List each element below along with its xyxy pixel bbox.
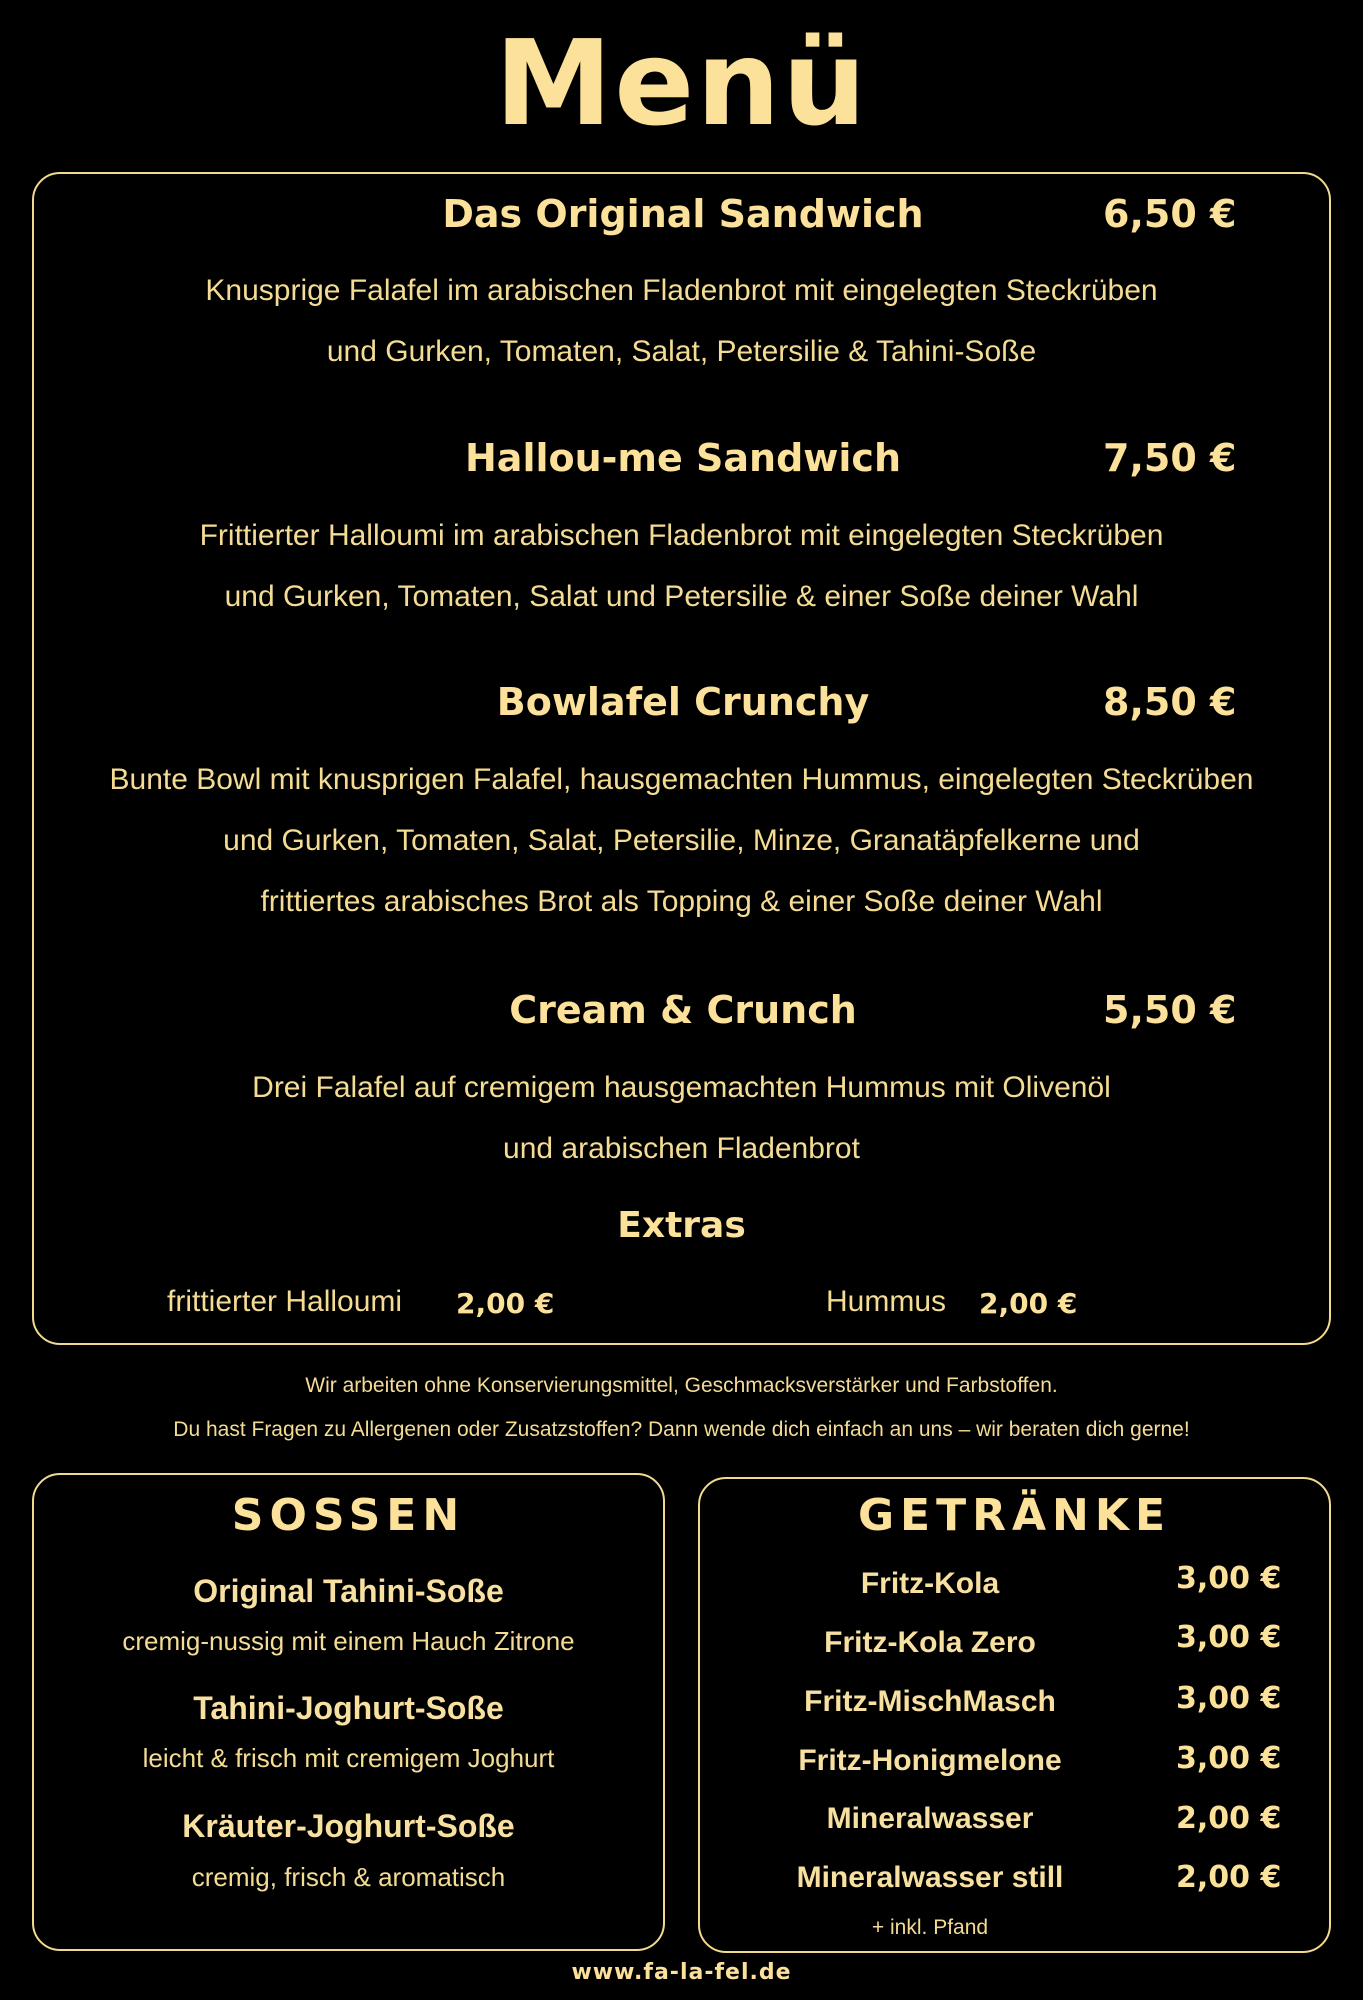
dish-price: 7,50 € [1103,436,1237,480]
sauce-description: leicht & frisch mit cremigem Joghurt [142,1743,555,1773]
sauce-name: Kräuter-Joghurt-Soße [182,1808,515,1844]
sauce-description: cremig, frisch & aromatisch [191,1862,506,1892]
dish-description [40,260,1323,382]
deposit-note: + inkl. Pfand [871,1916,989,1939]
website-link[interactable]: www.fa-la-fel.de [571,1960,792,1985]
drink-price: 2,00 € [1176,1801,1282,1836]
dish-price: 8,50 € [1103,680,1237,724]
dish-description [40,505,1323,627]
notice-text: Du hast Fragen zu Allergenen oder Zusatzstoffen? Dann wende dich einfach an uns – wir beraten dich gerne! [173,1418,1190,1441]
drink-price: 3,00 € [1176,1620,1282,1655]
dish-description-line: und Gurken, Tomaten, Salat, Petersilie & Tahini-Soße [326,335,1037,368]
drink-name: Mineralwasser still [796,1861,1064,1894]
extra-price: 2,00 € [979,1287,1078,1320]
dish-name: Das Original Sandwich [442,192,924,236]
extra-price: 2,00 € [456,1287,555,1320]
drink-name: Fritz-Honigmelone [798,1744,1062,1777]
drink-name: Fritz-Kola Zero [824,1626,1036,1659]
notice-text: Wir arbeiten ohne Konservierungsmittel, Geschmacksverstärker und Farbstoffen. [305,1374,1058,1397]
dish-price: 6,50 € [1103,192,1237,236]
sauces-title: SOSSEN [231,1490,466,1541]
extras-title: Extras [617,1205,746,1246]
dish-description-line: frittiertes arabisches Brot als Topping & einer Soße deiner Wahl [260,885,1103,918]
drink-name: Fritz-Kola [860,1567,1000,1600]
extra-label: frittierter Halloumi [167,1285,403,1318]
dish-description-line: Drei Falafel auf cremigem hausgemachten Hummus mit Olivenöl [252,1071,1111,1104]
drink-price: 3,00 € [1176,1741,1282,1776]
sauce-description: cremig-nussig mit einem Hauch Zitrone [122,1626,575,1656]
dish-description-line: Frittierter Halloumi im arabischen Fladenbrot mit eingelegten Steckrüben [199,519,1164,552]
extra-label: Hummus [826,1285,947,1318]
dish-description [40,1057,1323,1179]
dish-description-line: und arabischen Fladenbrot [503,1132,860,1165]
dish-description-line: und Gurken, Tomaten, Salat, Petersilie, Minze, Granatäpfelkerne und [223,824,1140,857]
dish-name: Cream & Crunch [509,988,857,1032]
drinks-title: GETRÄNKE [857,1490,1172,1541]
dish-price: 5,50 € [1103,988,1237,1032]
drink-price: 3,00 € [1176,1561,1282,1596]
sauce-name: Tahini-Joghurt-Soße [193,1690,504,1726]
drink-name: Mineralwasser [826,1802,1034,1835]
sauce-name: Original Tahini-Soße [193,1573,504,1609]
page-title: Menü [494,14,869,152]
drink-name: Fritz-MischMasch [804,1685,1056,1718]
dish-description-line: Knusprige Falafel im arabischen Fladenbrot mit eingelegten Steckrüben [205,274,1158,307]
dish-description-line: Bunte Bowl mit knusprigen Falafel, hausgemachten Hummus, eingelegten Steckrüben [109,763,1254,796]
dish-description-line: und Gurken, Tomaten, Salat und Petersilie & einer Soße deiner Wahl [224,580,1139,613]
dish-name: Bowlafel Crunchy [496,680,870,724]
drink-price: 2,00 € [1176,1860,1282,1895]
drink-price: 3,00 € [1176,1681,1282,1716]
dish-description [40,749,1323,932]
dish-name: Hallou-me Sandwich [465,436,901,480]
